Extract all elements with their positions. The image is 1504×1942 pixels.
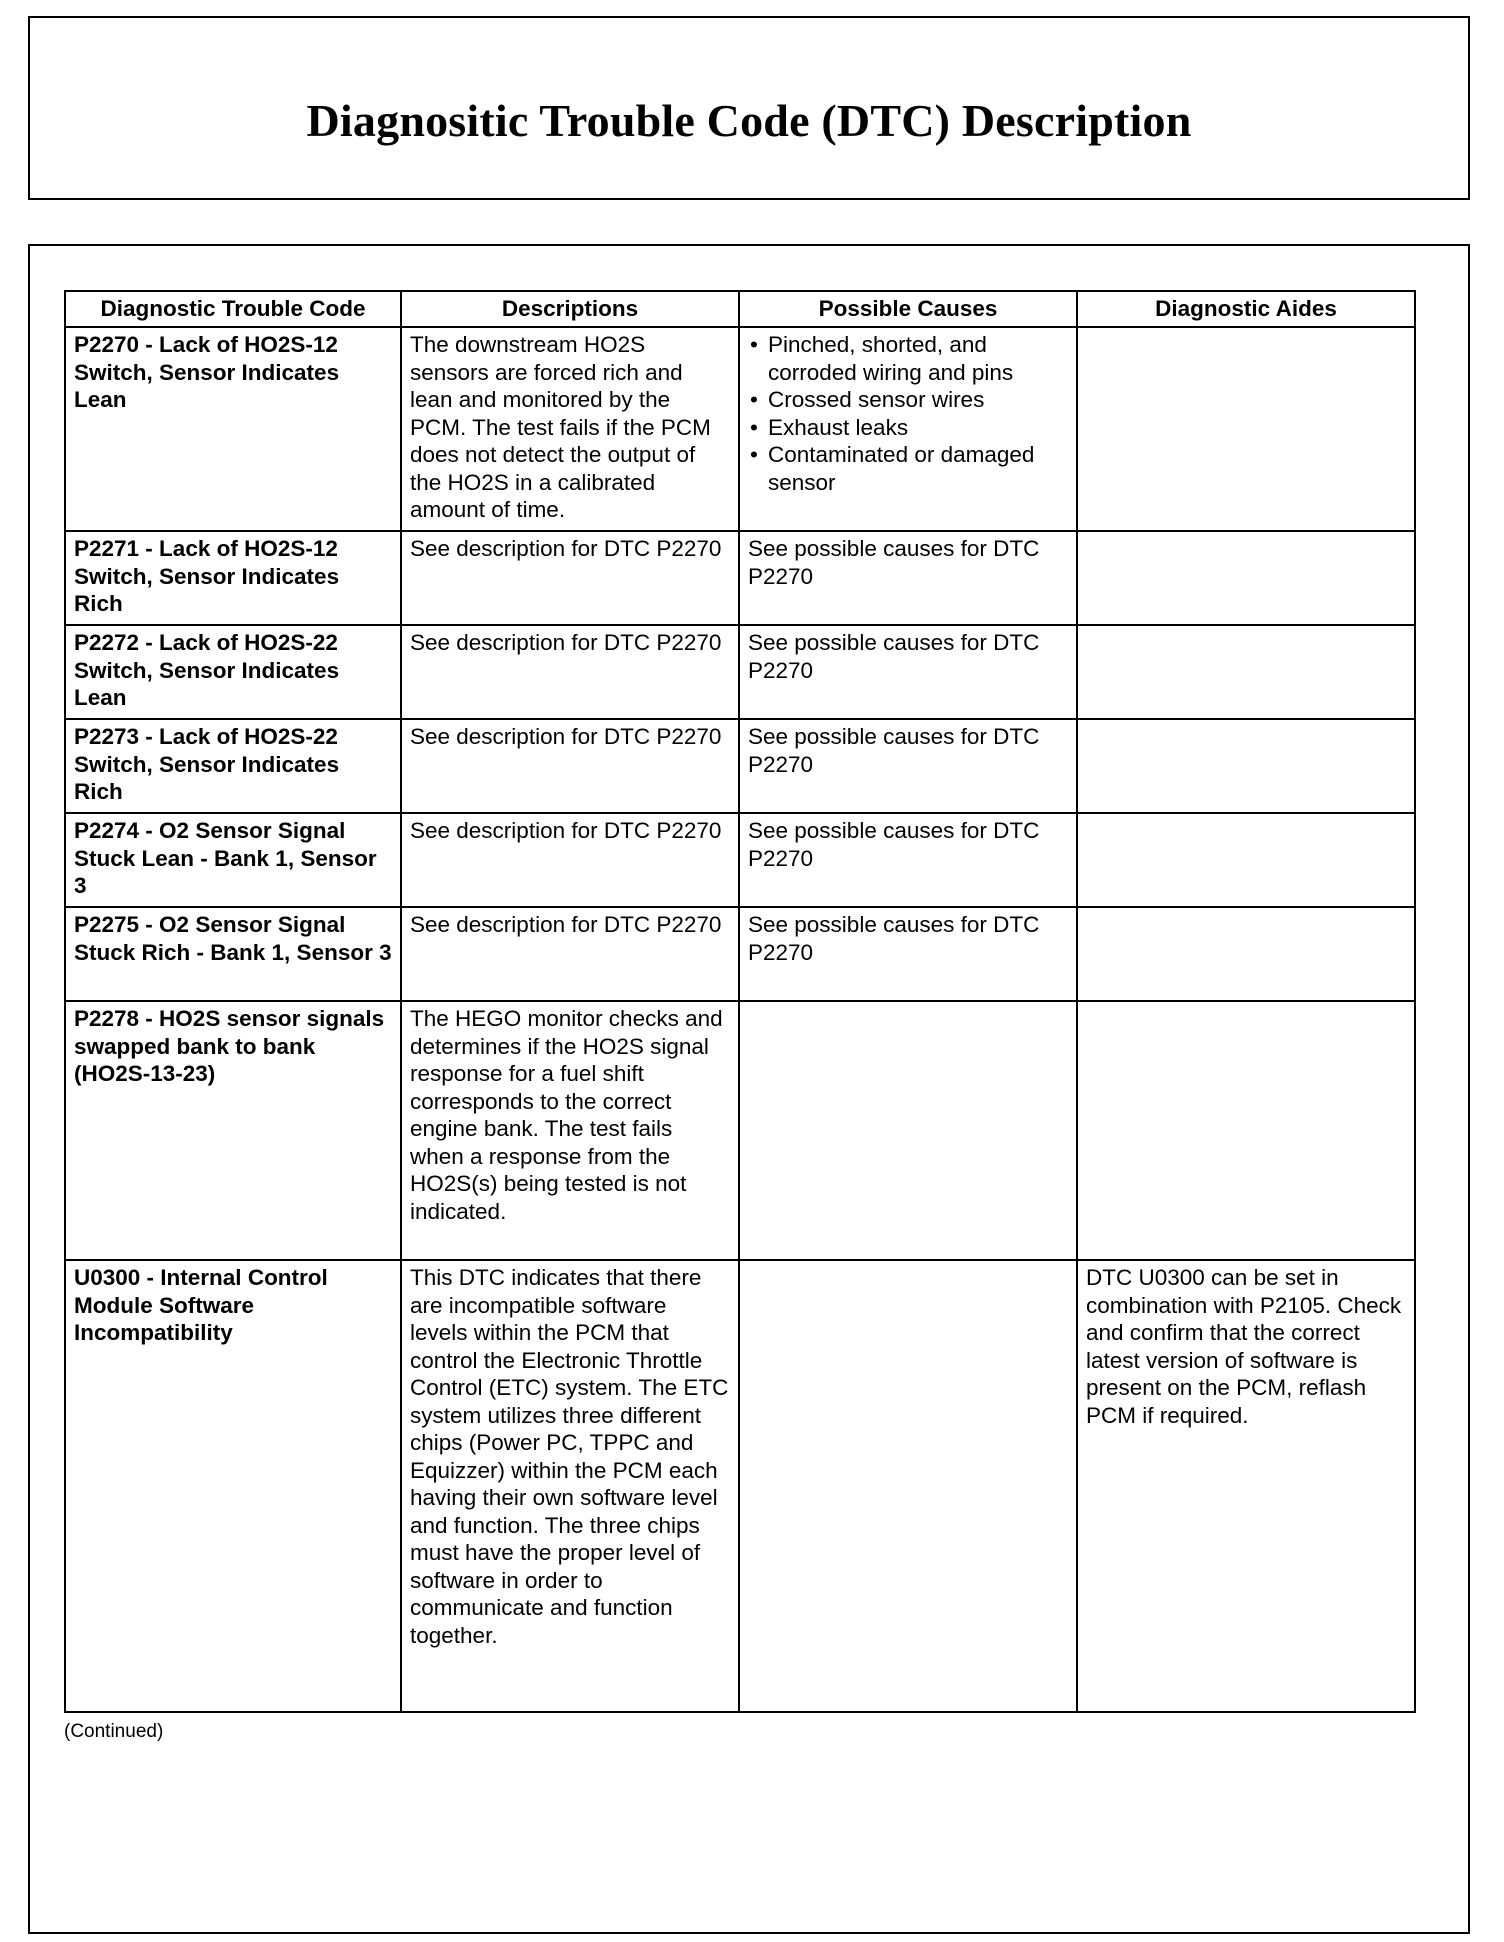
aides-cell — [1077, 813, 1415, 907]
dtc-code-cell: P2275 - O2 Sensor Signal Stuck Rich - Bank 1, Sensor 3 — [65, 907, 401, 1001]
causes-cell: See possible causes for DTC P2270 — [739, 813, 1077, 907]
description-cell: The downstream HO2S sensors are forced rich and lean and monitored by the PCM. The test fails if the PCM does not detect the output of the HO2S in a calibrated amount of time. — [401, 327, 739, 531]
cause-item: • Pinched, shorted, and corroded wiring and pins — [748, 331, 1068, 386]
causes-cell: See possible causes for DTC P2270 — [739, 719, 1077, 813]
table-row — [65, 625, 1415, 719]
title-box — [28, 16, 1470, 200]
description-cell: See description for DTC P2270 — [401, 625, 739, 719]
causes-cell: See possible causes for DTC P2270 — [739, 531, 1077, 625]
table-header-row — [65, 291, 1415, 327]
dtc-code-cell: P2274 - O2 Sensor Signal Stuck Lean - Bank 1, Sensor 3 — [65, 813, 401, 907]
cause-item: • Exhaust leaks — [748, 414, 1068, 442]
header-diagnostic-aides: Diagnostic Aides — [1077, 291, 1415, 327]
header-possible-causes: Possible Causes — [739, 291, 1077, 327]
causes-cell — [739, 1001, 1077, 1260]
aides-cell — [1077, 625, 1415, 719]
dtc-code-cell: P2278 - HO2S sensor signals swapped bank to bank (HO2S-13-23) — [65, 1001, 401, 1260]
causes-list — [748, 331, 1068, 496]
description-cell: See description for DTC P2270 — [401, 719, 739, 813]
cause-item: • Crossed sensor wires — [748, 386, 1068, 414]
continued-note: (Continued) — [64, 1721, 164, 1742]
aides-cell — [1077, 719, 1415, 813]
description-cell: See description for DTC P2270 — [401, 813, 739, 907]
dtc-code-cell: U0300 - Internal Control Module Software Incompatibility — [65, 1260, 401, 1712]
cause-item: • Contaminated or damaged sensor — [748, 441, 1068, 496]
table-row — [65, 719, 1415, 813]
description-cell: This DTC indicates that there are incompatible software levels within the PCM that control the Electronic Throttle Control (ETC) system. The ETC system utilizes three different chips (Power PC, TPPC and Equizzer) within the PCM each having their own software level and function. The three chips must have the proper level of software in order to communicate and function together. — [401, 1260, 739, 1712]
header-code: Diagnostic Trouble Code — [65, 291, 401, 327]
description-cell: See description for DTC P2270 — [401, 531, 739, 625]
causes-cell: See possible causes for DTC P2270 — [739, 625, 1077, 719]
table-row — [65, 1260, 1415, 1712]
table-row — [65, 327, 1415, 531]
dtc-code-cell: P2273 - Lack of HO2S-22 Switch, Sensor Indicates Rich — [65, 719, 401, 813]
dtc-code-cell: P2270 - Lack of HO2S-12 Switch, Sensor Indicates Lean — [65, 327, 401, 531]
aides-cell — [1077, 907, 1415, 1001]
table-row — [65, 531, 1415, 625]
aides-cell — [1077, 327, 1415, 531]
causes-cell: See possible causes for DTC P2270 — [739, 907, 1077, 1001]
aides-cell — [1077, 531, 1415, 625]
table-row — [65, 1001, 1415, 1260]
table-row — [65, 813, 1415, 907]
header-descriptions: Descriptions — [401, 291, 739, 327]
dtc-code-cell: P2271 - Lack of HO2S-12 Switch, Sensor Indicates Rich — [65, 531, 401, 625]
page-title: Diagnositic Trouble Code (DTC) Description — [306, 95, 1192, 146]
description-cell: See description for DTC P2270 — [401, 907, 739, 1001]
causes-cell — [739, 1260, 1077, 1712]
aides-cell — [1077, 1001, 1415, 1260]
aides-cell: DTC U0300 can be set in combination with P2105. Check and confirm that the correct latest version of software is present on the PCM, reflash PCM if required. — [1077, 1260, 1415, 1712]
causes-cell — [739, 327, 1077, 531]
description-cell: The HEGO monitor checks and determines if the HO2S signal response for a fuel shift corresponds to the correct engine bank. The test fails when a response from the HO2S(s) being tested is not indicated. — [401, 1001, 739, 1260]
table-row — [65, 907, 1415, 1001]
dtc-code-cell: P2272 - Lack of HO2S-22 Switch, Sensor Indicates Lean — [65, 625, 401, 719]
dtc-table — [64, 290, 1416, 1713]
